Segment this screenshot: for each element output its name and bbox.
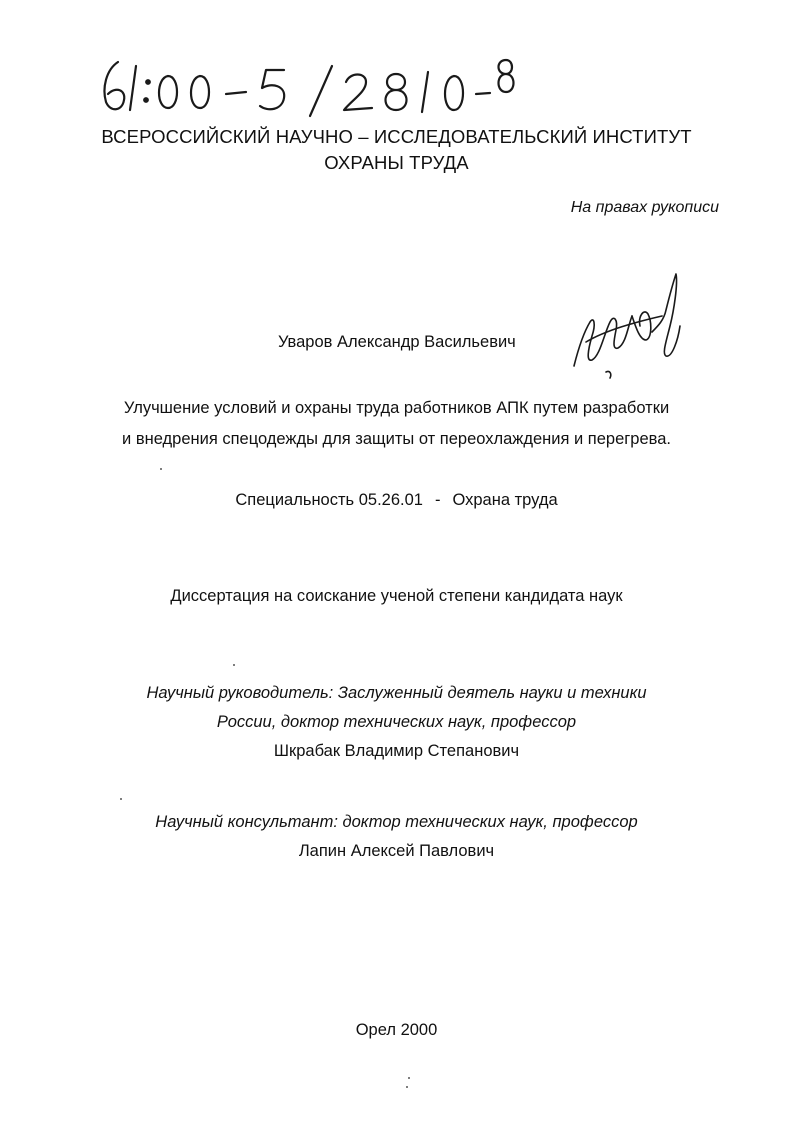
dissertation-type: Диссертация на соискание ученой степени кандидата наук <box>170 587 623 605</box>
consultant-name: Лапин Алексей Павлович <box>298 842 495 860</box>
supervisor-line-2: России, доктор технических наук, профессор <box>216 713 577 731</box>
title-line-1: Улучшение условий и охраны труда работников АПК путем разработки <box>123 399 670 417</box>
title-line-2: и внедрения спецодежды для защиты от переохлаждения и перегрева. <box>122 430 671 448</box>
scan-speck <box>120 798 122 800</box>
supervisor-line-1: Научный руководитель: Заслуженный деятель науки и техники <box>146 684 647 702</box>
institute-line-2: ОХРАНЫ ТРУДА <box>324 152 469 173</box>
speciality <box>0 491 793 510</box>
scan-speck <box>408 1077 410 1079</box>
handwritten-registration-number <box>96 52 516 122</box>
consultant-block <box>0 808 793 866</box>
supervisor-block <box>0 679 793 766</box>
author-signature <box>566 270 686 380</box>
speciality-separator: - <box>434 491 441 509</box>
rights-note: На правах рукописи <box>570 199 719 216</box>
supervisor-name: Шкрабак Владимир Степанович <box>273 742 520 760</box>
consultant-line-1: Научный консультант: доктор технических наук, профессор <box>155 813 638 831</box>
author-name: Уваров Александр Васильевич <box>278 333 516 351</box>
institute-line-1: ВСЕРОССИЙСКИЙ НАУЧНО – ИССЛЕДОВАТЕЛЬСКИЙ ИНСТИТУТ <box>101 126 692 147</box>
speciality-name: Охрана труда <box>452 491 558 509</box>
city-year: Орел 2000 <box>355 1021 438 1039</box>
scan-speck <box>160 468 162 470</box>
scan-speck <box>233 664 235 666</box>
speciality-label: Специальность 05.26.01 <box>235 491 423 509</box>
dissertation-title <box>0 393 793 455</box>
scan-speck <box>406 1086 408 1088</box>
institute-name <box>0 124 793 176</box>
